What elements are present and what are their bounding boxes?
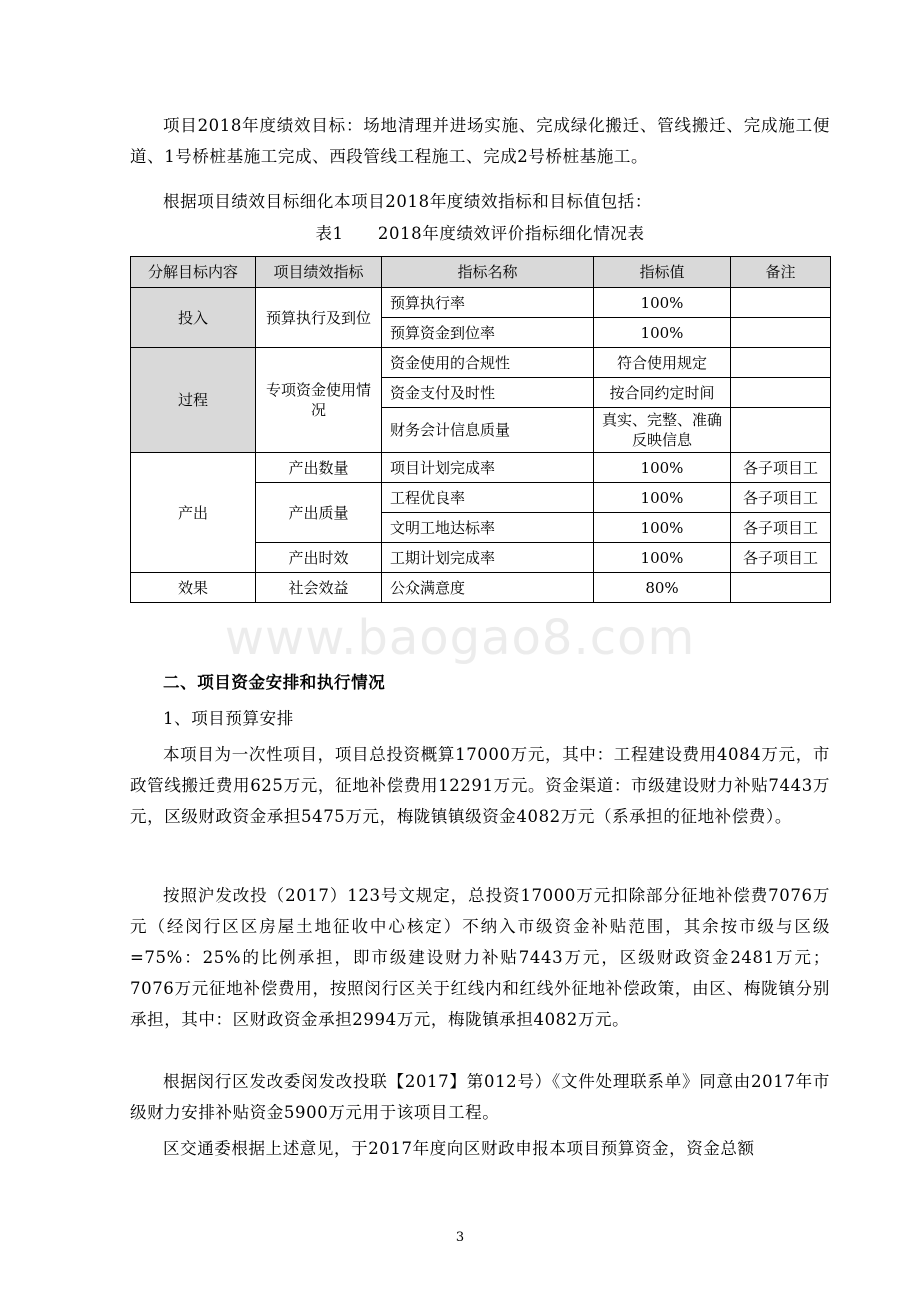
budget-paragraph-1: 本项目为一次性项目，项目总投资概算17000万元，其中：工程建设费用4084万元，市政管线搬迁费用625万元，征地补偿费用12291万元。资金渠道：市级建设财力补贴7443万元，区级财政资金承担5475万元，梅陇镇镇级资金4082万元（系承担的征地补偿费）。 bbox=[130, 745, 830, 826]
goal-paragraph: 项目2018年度绩效目标：场地清理并进场实施、完成绿化搬迁、管线搬迁、完成施工便道、1号桥桩基施工完成、西段管线工程施工、完成2号桥桩基施工。 bbox=[130, 116, 830, 166]
table-row bbox=[131, 348, 831, 378]
table-header-row bbox=[131, 257, 831, 288]
sub-social-benefit: 社会效益 bbox=[256, 573, 382, 603]
indicator-name: 公众满意度 bbox=[382, 573, 594, 603]
indicator-note bbox=[731, 573, 831, 603]
group-input: 投入 bbox=[131, 288, 256, 348]
group-process: 过程 bbox=[131, 348, 256, 453]
indicator-name: 工程优良率 bbox=[382, 483, 594, 513]
sub-output-qty: 产出数量 bbox=[256, 453, 382, 483]
indicator-note bbox=[731, 348, 831, 378]
indicator-value: 100% bbox=[594, 483, 731, 513]
indicator-value: 100% bbox=[594, 543, 731, 573]
indicator-name: 文明工地达标率 bbox=[382, 513, 594, 543]
indicator-value: 100% bbox=[594, 288, 731, 318]
indicator-name: 工期计划完成率 bbox=[382, 543, 594, 573]
indicator-intro: 根据项目绩效目标细化本项目2018年度绩效指标和目标值包括： bbox=[163, 192, 652, 211]
header-cell: 指标名称 bbox=[382, 257, 594, 288]
sub-output-time: 产出时效 bbox=[256, 543, 382, 573]
indicator-value: 100% bbox=[594, 318, 731, 348]
header-cell: 项目绩效指标 bbox=[256, 257, 382, 288]
indicator-name: 资金支付及时性 bbox=[382, 378, 594, 408]
budget-paragraph-3: 根据闵行区发改委闵发改投联【2017】第012号）《文件处理联系单》同意由2017年市级财力安排补贴资金5900万元用于该项目工程。 bbox=[130, 1072, 830, 1122]
subsection-heading: 1、项目预算安排 bbox=[163, 709, 294, 728]
budget-paragraph-4: 区交通委根据上述意见，于2017年度向区财政申报本项目预算资金，资金总额 bbox=[163, 1139, 755, 1158]
header-cell: 备注 bbox=[731, 257, 831, 288]
indicator-note bbox=[731, 378, 831, 408]
indicator-value: 80% bbox=[594, 573, 731, 603]
section-heading: 二、项目资金安排和执行情况 bbox=[163, 673, 386, 692]
indicator-value: 100% bbox=[594, 513, 731, 543]
header-cell: 指标值 bbox=[594, 257, 731, 288]
sub-fund-usage: 专项资金使用情况 bbox=[256, 348, 382, 453]
indicator-note: 各子项目工 bbox=[731, 483, 831, 513]
indicator-table bbox=[130, 256, 831, 603]
table-row bbox=[131, 453, 831, 483]
indicator-note: 各子项目工 bbox=[731, 513, 831, 543]
group-effect: 效果 bbox=[131, 573, 256, 603]
watermark: www.baogao8.com bbox=[224, 610, 696, 666]
indicator-note bbox=[731, 288, 831, 318]
table-row bbox=[131, 573, 831, 603]
indicator-name: 预算执行率 bbox=[382, 288, 594, 318]
table-row bbox=[131, 288, 831, 318]
indicator-name: 预算资金到位率 bbox=[382, 318, 594, 348]
indicator-name: 资金使用的合规性 bbox=[382, 348, 594, 378]
indicator-note bbox=[731, 318, 831, 348]
header-cell: 分解目标内容 bbox=[131, 257, 256, 288]
indicator-value: 符合使用规定 bbox=[594, 348, 731, 378]
indicator-note: 各子项目工 bbox=[731, 543, 831, 573]
indicator-note: 各子项目工 bbox=[731, 453, 831, 483]
page-number: 3 bbox=[455, 1230, 465, 1245]
group-output: 产出 bbox=[131, 453, 256, 573]
sub-output-quality: 产出质量 bbox=[256, 483, 382, 543]
indicator-name: 项目计划完成率 bbox=[382, 453, 594, 483]
indicator-value: 按合同约定时间 bbox=[594, 378, 731, 408]
indicator-name: 财务会计信息质量 bbox=[382, 408, 594, 453]
indicator-value: 100% bbox=[594, 453, 731, 483]
indicator-note bbox=[731, 408, 831, 453]
indicator-value: 真实、完整、准确反映信息 bbox=[594, 408, 731, 453]
table-caption: 表1 2018年度绩效评价指标细化情况表 bbox=[315, 224, 645, 243]
sub-budget-exec: 预算执行及到位 bbox=[256, 288, 382, 348]
budget-paragraph-2: 按照沪发改投（2017）123号文规定，总投资17000万元扣除部分征地补偿费7076万元（经闵行区区房屋土地征收中心核定）不纳入市级资金补贴范围，其余按市级与区级=75%：25%的比例承担，即市级建设财力补贴7443万元，区级财政资金2481万元；7076万元征地补偿费用，按照闵行区关于红线内和红线外征地补偿政策，由区、梅陇镇分别承担，其中：区财政资金承担2994万元，梅陇镇承担4082万元。 bbox=[130, 886, 830, 1029]
